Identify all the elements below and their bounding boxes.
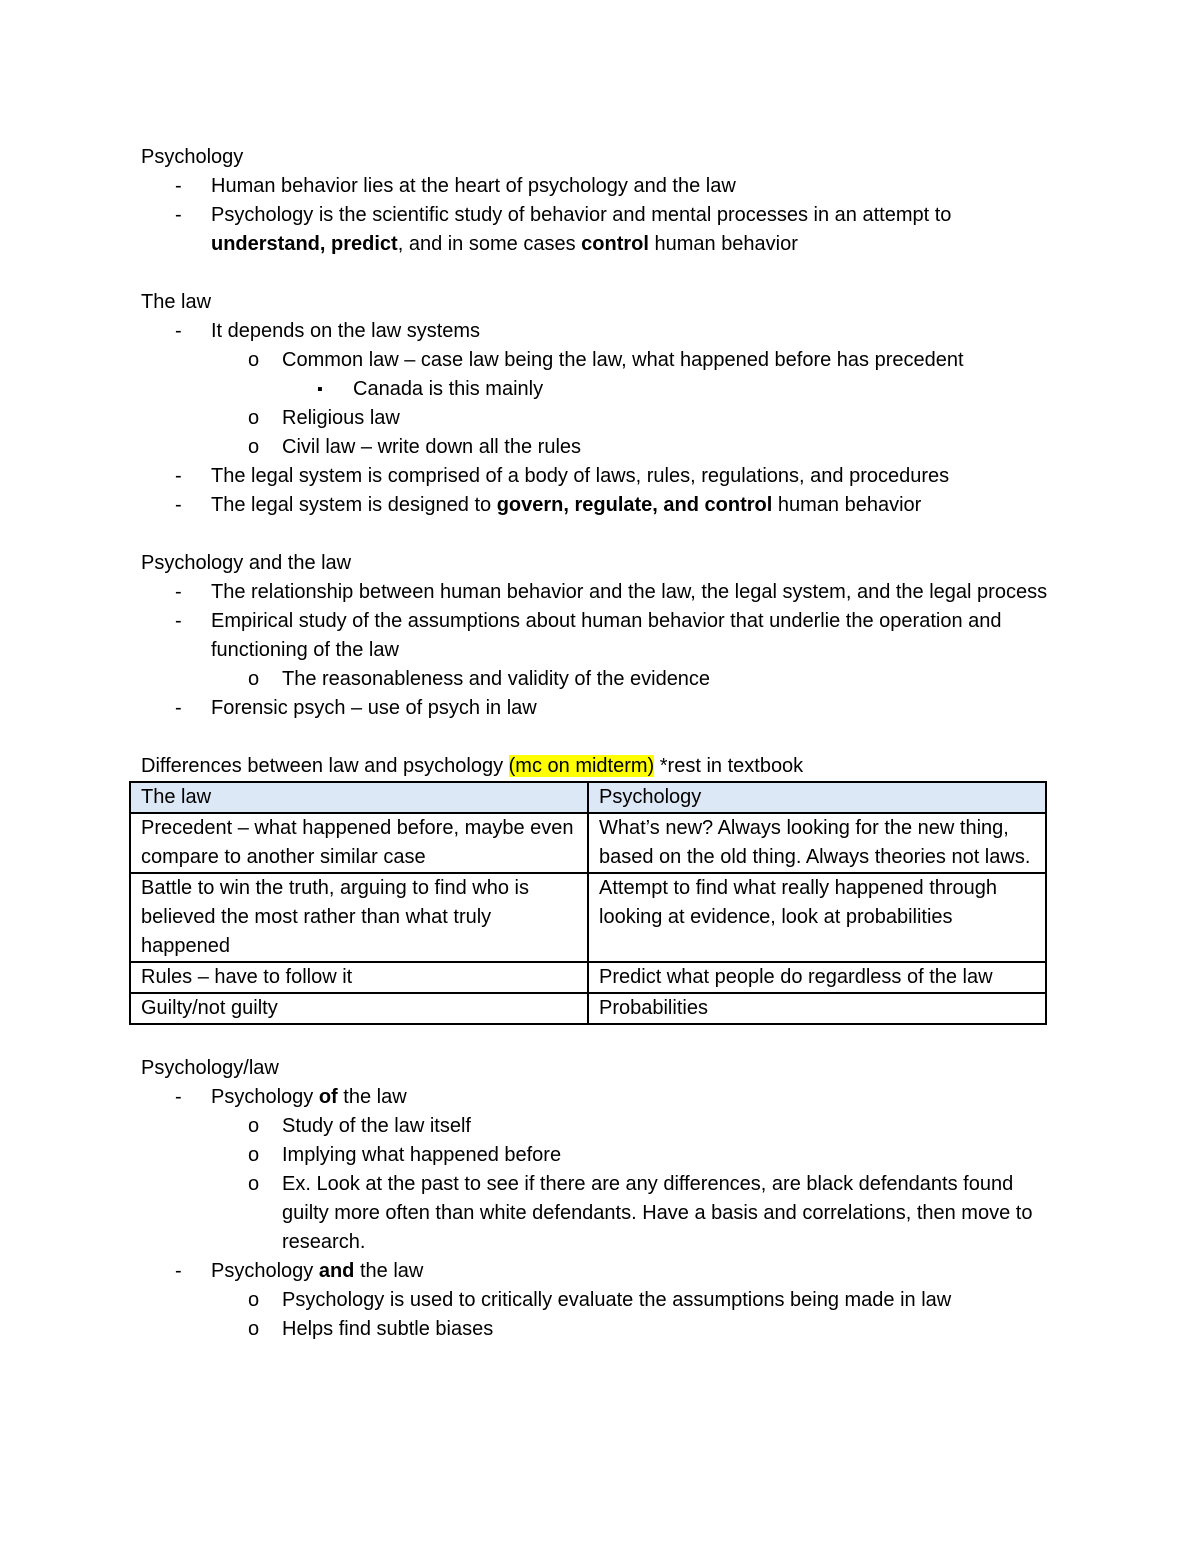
section-differences xyxy=(141,752,1051,1025)
bullet-item: - Psychology is the scientific study of behavior and mental processes in an attempt to understand, predict, and in some cases control human behavior xyxy=(141,201,1051,259)
table-cell: Battle to win the truth, arguing to find who is believed the most rather than what truly happened xyxy=(130,873,588,962)
table-cell: Probabilities xyxy=(588,993,1046,1024)
document-content xyxy=(141,143,1051,1344)
bullet-item: - The relationship between human behavior and the law, the legal system, and the legal process xyxy=(141,578,1051,607)
table-cell: Predict what people do regardless of the law xyxy=(588,962,1046,993)
section-psychology-slash-law xyxy=(141,1054,1051,1344)
table-header-cell: Psychology xyxy=(588,782,1046,813)
table-cell: Guilty/not guilty xyxy=(130,993,588,1024)
section-psychology-and-the-law xyxy=(141,549,1051,723)
section-heading: Psychology xyxy=(141,146,244,168)
section-heading: The law xyxy=(141,291,212,313)
differences-table xyxy=(129,781,1047,1025)
bullet-item: - Psychology and the law xyxy=(141,1257,1051,1286)
table-cell: Attempt to find what really happened through looking at evidence, look at probabilities xyxy=(588,873,1046,962)
sub-bullet-item: o Religious law xyxy=(141,404,1051,433)
sub-bullet-item: o Helps find subtle biases xyxy=(141,1315,1051,1344)
table-header-row xyxy=(130,782,1046,813)
table-row xyxy=(130,813,1046,873)
section-heading: Psychology and the law xyxy=(141,552,352,574)
table-cell: What’s new? Always looking for the new thing, based on the old thing. Always theories not laws. xyxy=(588,813,1046,873)
sub-bullet-item: o Psychology is used to critically evaluate the assumptions being made in law xyxy=(141,1286,1051,1315)
sub-bullet-item: o Civil law – write down all the rules xyxy=(141,433,1051,462)
table-row xyxy=(130,962,1046,993)
table-header-cell: The law xyxy=(130,782,588,813)
bullet-item: - The legal system is designed to govern, regulate, and control human behavior xyxy=(141,491,1051,520)
bullet-item: - Human behavior lies at the heart of psychology and the law xyxy=(141,172,1051,201)
bullet-item: - Psychology of the law xyxy=(141,1083,1051,1112)
sub-bullet-item: o Implying what happened before xyxy=(141,1141,1051,1170)
table-row xyxy=(130,993,1046,1024)
section-the-law xyxy=(141,288,1051,520)
bullet-item: - The legal system is comprised of a body of laws, rules, regulations, and procedures xyxy=(141,462,1051,491)
section-psychology xyxy=(141,143,1051,259)
highlighted-text: (mc on midterm) xyxy=(508,755,655,777)
section-heading: Psychology/law xyxy=(141,1057,279,1079)
sub-bullet-item: o The reasonableness and validity of the evidence xyxy=(141,665,1051,694)
table-row xyxy=(130,873,1046,962)
sub-bullet-item: o Ex. Look at the past to see if there are any differences, are black defendants found guilty more often than white defendants. Have a basis and correlations, then move to research. xyxy=(141,1170,1051,1257)
sub-bullet-item: o Study of the law itself xyxy=(141,1112,1051,1141)
bullet-item: - Forensic psych – use of psych in law xyxy=(141,694,1051,723)
sub-sub-bullet-item: ▪ Canada is this mainly xyxy=(141,375,1051,404)
sub-bullet-item: o Common law – case law being the law, what happened before has precedent xyxy=(141,346,1051,375)
bullet-item: - It depends on the law systems xyxy=(141,317,1051,346)
table-cell: Precedent – what happened before, maybe even compare to another similar case xyxy=(130,813,588,873)
bullet-item: - Empirical study of the assumptions about human behavior that underlie the operation and functioning of the law xyxy=(141,607,1051,665)
table-title: Differences between law and psychology (mc on midterm) *rest in textbook xyxy=(141,755,804,777)
table-cell: Rules – have to follow it xyxy=(130,962,588,993)
